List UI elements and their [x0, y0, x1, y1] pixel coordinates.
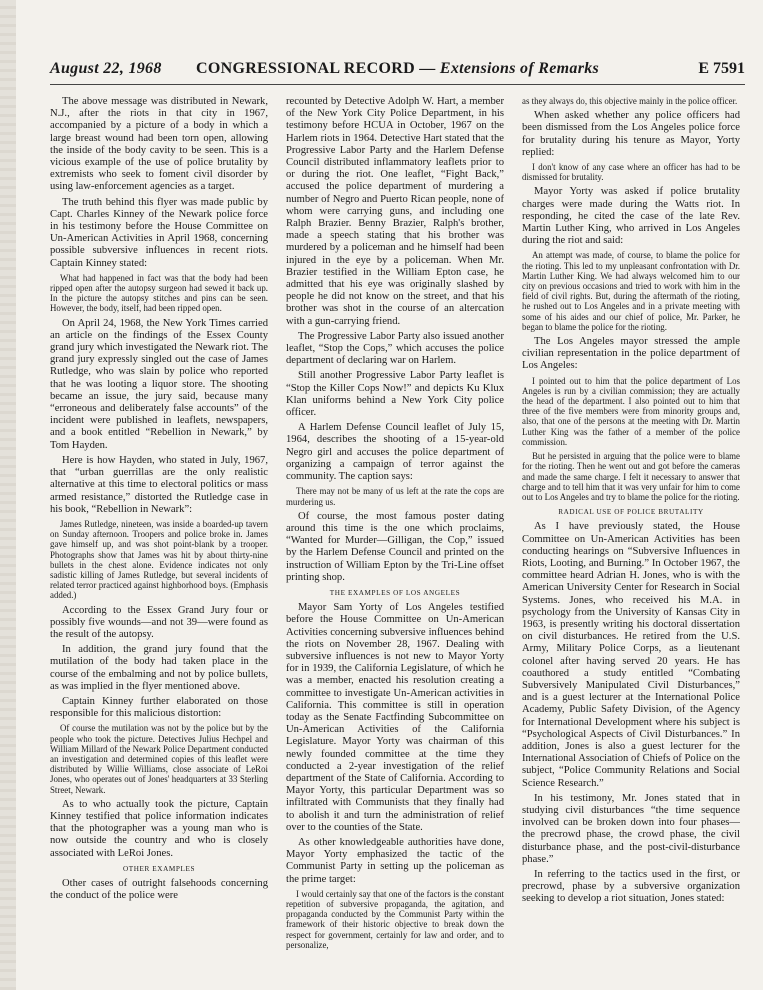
section-name: Extensions of Remarks	[439, 60, 600, 77]
text-column-3	[522, 96, 740, 976]
block-quote: But he persisted in arguing that the police were to blame for the rioting. Then he went out and got before the cameras and made the same charge. I felt it necessary to answer that charge and to tell him that it was very unfair for him to come out to Los Angeles and try to blame the police for the rioting.	[522, 451, 740, 502]
block-quote: What had happened in fact was that the body had been ripped open after the autopsy surgeon had sewed it back up. In the picture the autopsy stitches and pins can be seen. However, the body, itself, had been ripped open.	[50, 272, 268, 314]
paragraph: In his testimony, Mr. Jones stated that in studying civil disturbances “the time sequence involved can be broken down into four phases—the precrowd phase, the crowd phase, the civil disturbance phase, and the post-civil-disturbance phase.”	[522, 792, 740, 865]
paragraph: In referring to the tactics used in the first, or precrowd, phase by a subversive organization seeking to develop a riot situation, Jones stated:	[522, 869, 740, 905]
block-quote: I don't know of any case where an officer has had to be dismissed for brutality.	[522, 162, 740, 183]
paragraph: Other cases of outright falsehoods concerning the conduct of the police were	[50, 878, 268, 902]
text-column-2	[286, 96, 504, 976]
paragraph: When asked whether any police officers had been dismissed from the Los Angeles police force for brutality during his tenure as Mayor, Yorty replied:	[522, 110, 740, 158]
block-quote: There may not be many of us left at the rate the cops are murdering us.	[286, 486, 504, 507]
paragraph: Mayor Sam Yorty of Los Angeles testified before the House Committee on Un-American Activities concerning subversive influences behind the riots on November 28, 1967. Dealing with subversive influences is not new to Mayor Yorty for in 1939, the California Legislature, of which he was a member, enacted his resolution creating a committee to investigate Un-American activities in California. This committee is still in operation today as the Senate Factfinding Subcommittee on Un-American Activities of the California Legislature. Mayor Yorty was chairman of this newly founded committee at the time they conducted a 2-year investigation of the relief department of the State of California. According to Mayor Yorty, this particular Department was so infiltrated with Communists that they finally had to abolish it and turn the administration of relief over to the counties of the State.	[286, 602, 504, 833]
paragraph: As other knowledgeable authorities have done, Mayor Yorty emphasized the tactic of the Communist Party in setting up the policeman as the prime target:	[286, 836, 504, 885]
paragraph: Mayor Yorty was asked if police brutality charges were made during the Watts riot. In responding, he cited the case of the late Rev. Martin Luther King, who arrived in Los Angeles during the riot and said:	[522, 186, 740, 247]
block-quote: I would certainly say that one of the factors is the constant repetition of subversive propaganda, the agitation, and propaganda conducted by the Communist Party within the framework of their historic objective to break down the respect for government, certainly for law and order, and to personalize,	[286, 888, 504, 950]
section-subheading: RADICAL USE OF POLICE BRUTALITY	[558, 508, 704, 517]
header-date: August 22, 1968	[50, 60, 162, 77]
header-title	[196, 60, 599, 78]
paragraph: Still another Progressive Labor Party leaflet is “Stop the Killer Cops Now!” and depicts Ku Klux Klan uniforms behind a New York City police officer.	[286, 370, 504, 419]
paragraph: As I have previously stated, the House Committee on Un-American Activities has been conducting hearings on “Subversive Influences in Riots, Looting, and Burning.” In October 1967, the committee heard Adrian H. Jones, who is with the American University Center for Research in Social Systems. Jones, who received his M.A. in psychology from the University of Kansas City in 1963, is presently writing his doctoral dissertation on civil disturbances. He retired from the U.S. Army, Military Police Corps, as a lieutenant colonel after having served 20 years. He has coauthored a study entitled “Combating Subversively Manipulated Civil Disturbances,” and is a guest lecturer at the International Police Academy, Public Safety Division, of the Agency for International Development where his subject is “Psychological Aspects of Civil Disturbances.” In addition, Jones is also a guest lecturer for the International Association of Chiefs of Police on the subject, “Police Community Relations and Social Science Research.”	[522, 521, 740, 789]
paragraph: Captain Kinney further elaborated on those responsible for this malicious distortion:	[50, 695, 268, 720]
paragraph: The above message was distributed in Newark, N.J., after the riots in that city in 1967, accompanied by a picture of a body in which a large breast wound had been torn open, allowing the inside of the body cavity to be seen. This is a vicious example of the use of police brutality by extremists who seek to foment civil disorder by using law-enforcement agencies as a target.	[50, 96, 268, 193]
paragraph: The truth behind this flyer was made public by Capt. Charles Kinney of the Newark police force in his testimony before the House Committee on Un-American Activities in April 1968, concerning possible subversive influences in recent riots. Captain Kinney stated:	[50, 196, 268, 269]
paragraph: recounted by Detective Adolph W. Hart, a member of the New York City Police Department, in his testimony before HCUA in October, 1967 on the Harlem riots in 1964. Detective Hart stated that the Progressive Labor Party and the Harlem Defense Council distributed inflammatory leaflets prior to or during the riot. One leaflet, “Fight Back,” accused the police department of murdering a number of Negro and Puerto Rican people, none of whom were carrying guns, and including one Ralph Brazier. Benny Brazier, Ralph's brother, made a speech stating that his brother was murdered by a policeman and he himself had been injured in the eye by a policeman. When Mr. Brazier testified in the William Epton case, he admitted that his eye was originally slashed by people he did not know on the street, and that his brother was shot in the course of an altercation with a gun-carrying friend.	[286, 96, 504, 327]
paragraph: In addition, the grand jury found that the mutilation of the body had taken place in the course of the embalming and not by police bullets, as was implied in the flyer mentioned above.	[50, 644, 268, 692]
paragraph: Of course, the most famous poster dating around this time is the one which proclaims, “Wanted for Murder—Gilligan, the Cop,” issued by the Harlem Defense Council and printed on the instruction of William Epton by the Tri-Line offset printing shop.	[286, 510, 504, 583]
block-quote: An attempt was made, of course, to blame the police for the rioting. This led to my unpleasant confrontation with Dr. Martin Luther King. We had always welcomed him to our city on previous occasions and tried to work with him in the field of civil rights. But, during the aftermath of the rioting, he rushed out to Los Angeles and in a private meeting with some of his aides and our chief of police, Mr. Parker, he began to blame the police for the rioting.	[522, 250, 740, 332]
section-subheading: THE EXAMPLES OF LOS ANGELES	[329, 588, 461, 597]
page-header	[50, 60, 745, 82]
text-column-1	[50, 96, 268, 976]
paragraph: A Harlem Defense Council leaflet of July 15, 1964, describes the shooting of a 15-year-old Negro girl and accuses the police department of organizing a campaign of terror against the community. The caption says:	[286, 422, 504, 483]
header-rule	[50, 84, 745, 85]
block-quote: James Rutledge, nineteen, was inside a boarded-up tavern on Sunday afternoon. Troopers and police broke in. James gave himself up, and was shot point-blank by a trooper. Photographs show that James was hit by about thirty-nine bullets in the chest alone. Evidence indicates not only sadistic killing of James Rutledge, but several incidents of related terror practiced against highborhood boys. (Emphasis added.)	[50, 518, 268, 601]
paragraph: The Progressive Labor Party also issued another leaflet, “Stop the Cops,” which accuses the police department of declaring war on Harlem.	[286, 330, 504, 367]
block-quote: I pointed out to him that the police department of Los Angeles is run by a civilian commission; they are actually the head of the department. I also pointed out to him that three of the five members were from minority groups and, also, that one of the persons at the meeting with Dr. Martin Luther King was the father of a member of the police commission.	[522, 375, 740, 447]
block-quote: as they always do, this objective mainly in the police officer.	[522, 96, 738, 106]
paragraph: Here is how Hayden, who stated in July, 1967, that “urban guerrillas are the only realistic alternative at this time to electoral politics or mass armed resistance,” distorted the Rutledge case in his book, “Rebellion in Newark”:	[50, 454, 268, 515]
block-quote: Of course the mutilation was not by the police but by the people who took the picture. Detectives Julius Hechpel and William Millard of the Newark Police Department conducted an investigation and determined copies of this leaflet were distributed by Willie Williams, close associate of LeRoi Jones, who operates out of Jones' headquarters at 33 Sterling Street, Newark.	[50, 723, 268, 795]
paragraph: The Los Angeles mayor stressed the ample civilian representation in the police department of Los Angeles:	[522, 336, 740, 372]
page-number: E 7591	[698, 60, 745, 77]
publication-name: CONGRESSIONAL RECORD —	[196, 60, 436, 77]
paragraph: According to the Essex Grand Jury four or possibly five wounds—and not 39—were found as the result of the autopsy.	[50, 604, 268, 640]
section-subheading: OTHER EXAMPLES	[122, 864, 196, 873]
paragraph: On April 24, 1968, the New York Times carried an article on the findings of the Essex County grand jury which investigated the Newark riot. The grand jury expressly singled out the case of James Rutledge, who was slain by police who reported that he was looting a liquor store. The shooting became an issue, the jury said, because many “erroneous and deliberately false accounts” of the incident were published in leaflets, newspapers, and a book entitled “Rebellion in Newark,” by Tom Hayden.	[50, 317, 268, 451]
page-binding-edge	[0, 0, 16, 990]
paragraph: As to who actually took the picture, Captain Kinney testified that police information indicates that the photographer was a young man who is now outside the country and who is closely associated with LeRoi Jones.	[50, 798, 268, 859]
